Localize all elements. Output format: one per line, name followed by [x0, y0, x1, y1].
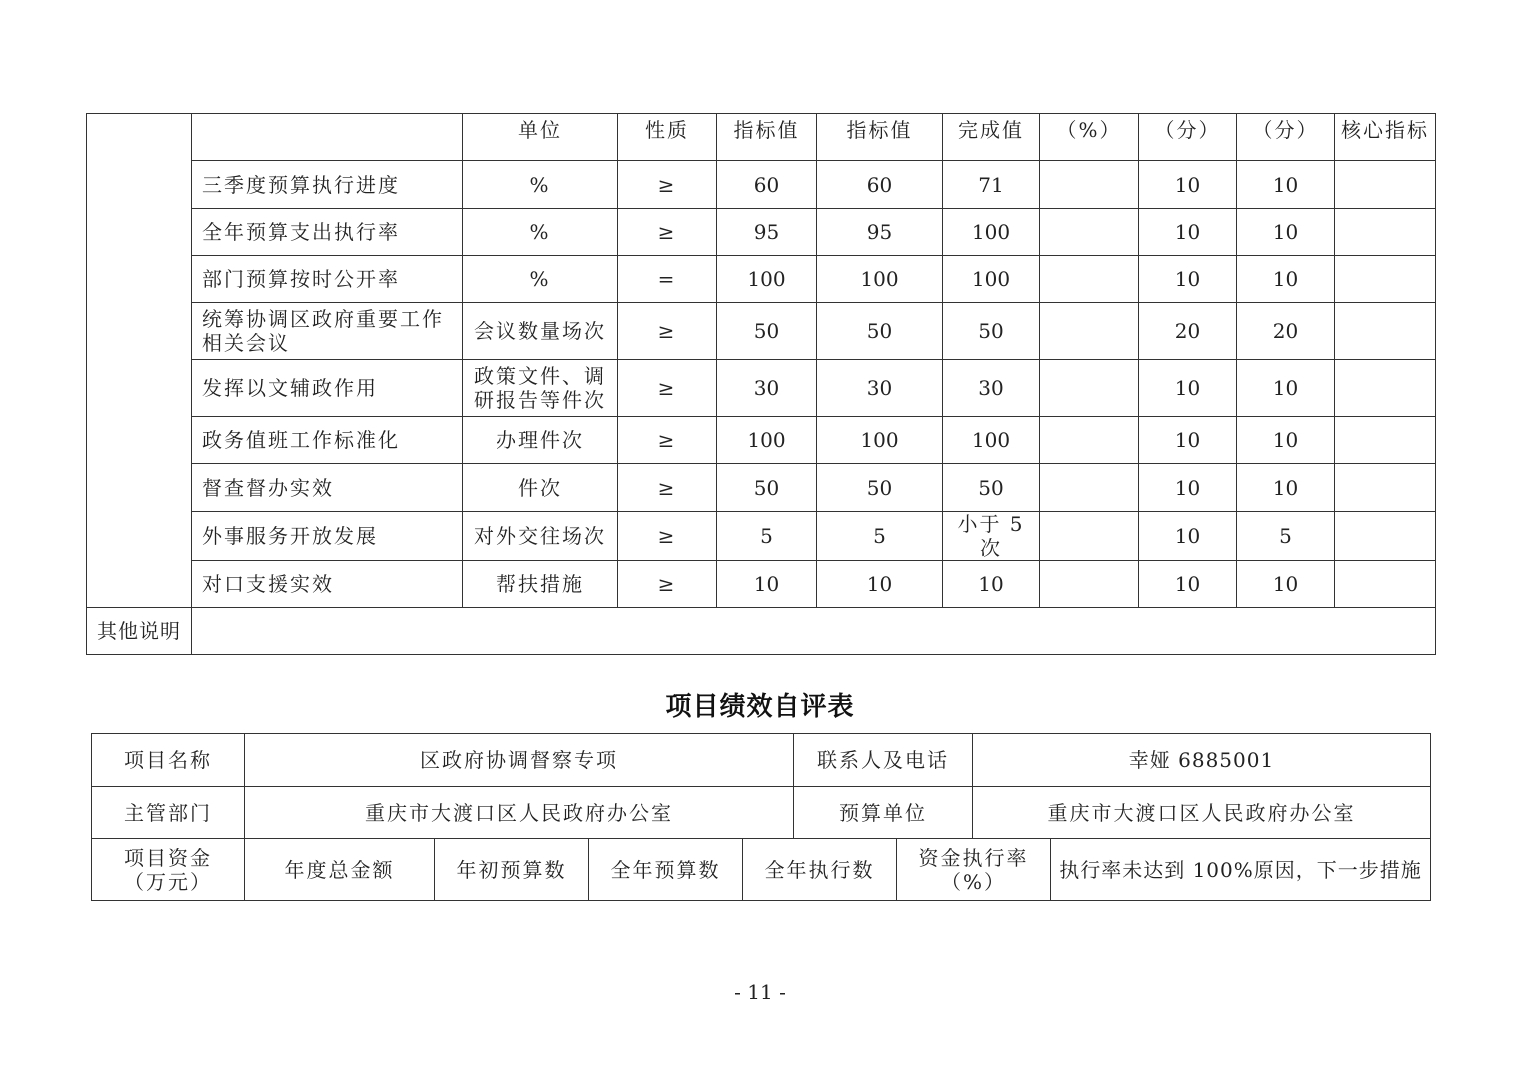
- indicator-got: 10: [1237, 417, 1335, 464]
- indicator-year-target: 30: [817, 360, 943, 417]
- indicator-done: 100: [943, 209, 1040, 256]
- indicator-target: 100: [717, 417, 817, 464]
- other-notes-row: [87, 608, 1436, 655]
- indicator-unit: 对外交往场次: [463, 512, 618, 561]
- indicator-got: 5: [1237, 512, 1335, 561]
- indicator-score: 10: [1139, 161, 1237, 209]
- indicator-done: 100: [943, 256, 1040, 303]
- department-label: 主管部门: [92, 787, 245, 839]
- indicator-core: [1335, 209, 1436, 256]
- table-row: [87, 256, 1436, 303]
- header-unit: 单位: [463, 114, 618, 161]
- indicator-target: 50: [717, 464, 817, 512]
- indicator-core: [1335, 512, 1436, 561]
- indicator-year-target: 95: [817, 209, 943, 256]
- indicator-unit: 政策文件、调研报告等件次: [463, 360, 618, 417]
- header-indicator-value: 指标值: [817, 114, 943, 161]
- indicator-target: 100: [717, 256, 817, 303]
- indicator-name: 对口支援实效: [192, 561, 463, 608]
- indicator-name: 政务值班工作标准化: [192, 417, 463, 464]
- indicator-unit: 会议数量场次: [463, 303, 618, 360]
- category-cell: [87, 114, 192, 608]
- other-notes-label: 其他说明: [87, 608, 192, 655]
- header-blank: [192, 114, 463, 161]
- col-execution-rate: [897, 839, 1051, 901]
- indicator-core: [1335, 256, 1436, 303]
- indicator-core: [1335, 464, 1436, 512]
- indicator-nature: ≥: [618, 360, 717, 417]
- other-notes-value: [192, 608, 1436, 655]
- indicator-done: 10: [943, 561, 1040, 608]
- indicator-year-target: 100: [817, 256, 943, 303]
- indicator-name: 督查督办实效: [192, 464, 463, 512]
- project-name-row: [92, 734, 1431, 787]
- table-row: [87, 561, 1436, 608]
- indicator-pct: [1040, 512, 1139, 561]
- indicator-target: 5: [717, 512, 817, 561]
- funds-header-row: [92, 839, 1431, 901]
- col-year-budget: 全年预算数: [589, 839, 743, 901]
- indicator-got: 10: [1237, 360, 1335, 417]
- indicator-unit: 帮扶措施: [463, 561, 618, 608]
- indicator-year-target: 5: [817, 512, 943, 561]
- budget-unit-label: 预算单位: [794, 787, 973, 839]
- header-score: （分）: [1237, 114, 1335, 161]
- indicator-nature: ≥: [618, 512, 717, 561]
- indicator-core: [1335, 417, 1436, 464]
- indicator-done: 71: [943, 161, 1040, 209]
- page-number: - 11 -: [734, 980, 786, 1004]
- indicator-unit: %: [463, 161, 618, 209]
- indicator-score: 10: [1139, 256, 1237, 303]
- indicator-score: 10: [1139, 360, 1237, 417]
- indicator-score: 10: [1139, 561, 1237, 608]
- indicator-pct: [1040, 464, 1139, 512]
- indicator-nature: ≥: [618, 161, 717, 209]
- header-completion-value: 完成值: [943, 114, 1040, 161]
- indicator-score: 10: [1139, 512, 1237, 561]
- indicator-core: [1335, 561, 1436, 608]
- indicator-nature: =: [618, 256, 717, 303]
- performance-indicator-table: [86, 113, 1436, 655]
- indicator-year-target: 50: [817, 303, 943, 360]
- indicator-got: 10: [1237, 464, 1335, 512]
- indicator-name: 三季度预算执行进度: [192, 161, 463, 209]
- self-evaluation-title: 项目绩效自评表: [665, 692, 855, 722]
- indicator-unit: 件次: [463, 464, 618, 512]
- table-row: [87, 209, 1436, 256]
- indicator-target: 30: [717, 360, 817, 417]
- header-score: （分）: [1139, 114, 1237, 161]
- indicator-pct: [1040, 561, 1139, 608]
- indicator-pct: [1040, 417, 1139, 464]
- indicator-pct: [1040, 256, 1139, 303]
- indicator-year-target: 10: [817, 561, 943, 608]
- project-info-table: [91, 733, 1431, 901]
- indicator-nature: ≥: [618, 303, 717, 360]
- funds-label: [92, 839, 245, 901]
- header-nature: 性质: [618, 114, 717, 161]
- indicator-got: 10: [1237, 209, 1335, 256]
- indicator-name: 部门预算按时公开率: [192, 256, 463, 303]
- table-row: [87, 161, 1436, 209]
- col-execution-rate-line1: 资金执行率: [918, 845, 1029, 870]
- table-row: [87, 512, 1436, 561]
- indicator-pct: [1040, 209, 1139, 256]
- indicator-year-target: 50: [817, 464, 943, 512]
- indicator-core: [1335, 303, 1436, 360]
- indicator-nature: ≥: [618, 561, 717, 608]
- indicator-got: 10: [1237, 256, 1335, 303]
- header-core-indicator: 核心指标: [1335, 114, 1436, 161]
- indicator-target: 10: [717, 561, 817, 608]
- contact-label: 联系人及电话: [794, 734, 973, 787]
- indicator-core: [1335, 360, 1436, 417]
- indicator-score: 10: [1139, 209, 1237, 256]
- funds-label-line2: （万元）: [124, 869, 212, 894]
- table-row: [87, 360, 1436, 417]
- indicator-score: 10: [1139, 464, 1237, 512]
- indicator-target: 95: [717, 209, 817, 256]
- table-header-row: [87, 114, 1436, 161]
- indicator-got: 20: [1237, 303, 1335, 360]
- indicator-got: 10: [1237, 161, 1335, 209]
- col-execution-rate-line2: （%）: [940, 869, 1006, 894]
- funds-label-line1: 项目资金: [124, 845, 212, 870]
- department-row: [92, 787, 1431, 839]
- header-indicator-value: 指标值: [717, 114, 817, 161]
- budget-unit-value: 重庆市大渡口区人民政府办公室: [973, 787, 1431, 839]
- indicator-nature: ≥: [618, 417, 717, 464]
- indicator-done: 30: [943, 360, 1040, 417]
- indicator-nature: ≥: [618, 209, 717, 256]
- table-row: [87, 303, 1436, 360]
- header-percent: （%）: [1040, 114, 1139, 161]
- project-name-label: 项目名称: [92, 734, 245, 787]
- indicator-core: [1335, 161, 1436, 209]
- indicator-name: 外事服务开放发展: [192, 512, 463, 561]
- indicator-done: 50: [943, 303, 1040, 360]
- indicator-got: 10: [1237, 561, 1335, 608]
- indicator-year-target: 60: [817, 161, 943, 209]
- table-row: [87, 464, 1436, 512]
- indicator-target: 60: [717, 161, 817, 209]
- department-value: 重庆市大渡口区人民政府办公室: [245, 787, 794, 839]
- indicator-year-target: 100: [817, 417, 943, 464]
- col-initial-budget: 年初预算数: [435, 839, 589, 901]
- indicator-pct: [1040, 360, 1139, 417]
- indicator-done: 小于 5 次: [943, 512, 1040, 561]
- indicator-unit: 办理件次: [463, 417, 618, 464]
- indicator-unit: %: [463, 256, 618, 303]
- indicator-name: 发挥以文辅政作用: [192, 360, 463, 417]
- indicator-done: 100: [943, 417, 1040, 464]
- indicator-nature: ≥: [618, 464, 717, 512]
- indicator-target: 50: [717, 303, 817, 360]
- col-reason: 执行率未达到 100%原因，下一步措施: [1051, 839, 1431, 901]
- table-row: [87, 417, 1436, 464]
- indicator-score: 20: [1139, 303, 1237, 360]
- indicator-pct: [1040, 161, 1139, 209]
- indicator-unit: %: [463, 209, 618, 256]
- col-total-amount: 年度总金额: [245, 839, 435, 901]
- contact-value: 幸娅 6885001: [973, 734, 1431, 787]
- project-name-value: 区政府协调督察专项: [245, 734, 794, 787]
- indicator-pct: [1040, 303, 1139, 360]
- col-year-execution: 全年执行数: [743, 839, 897, 901]
- indicator-score: 10: [1139, 417, 1237, 464]
- indicator-done: 50: [943, 464, 1040, 512]
- indicator-name: 统筹协调区政府重要工作相关会议: [192, 303, 463, 360]
- indicator-name: 全年预算支出执行率: [192, 209, 463, 256]
